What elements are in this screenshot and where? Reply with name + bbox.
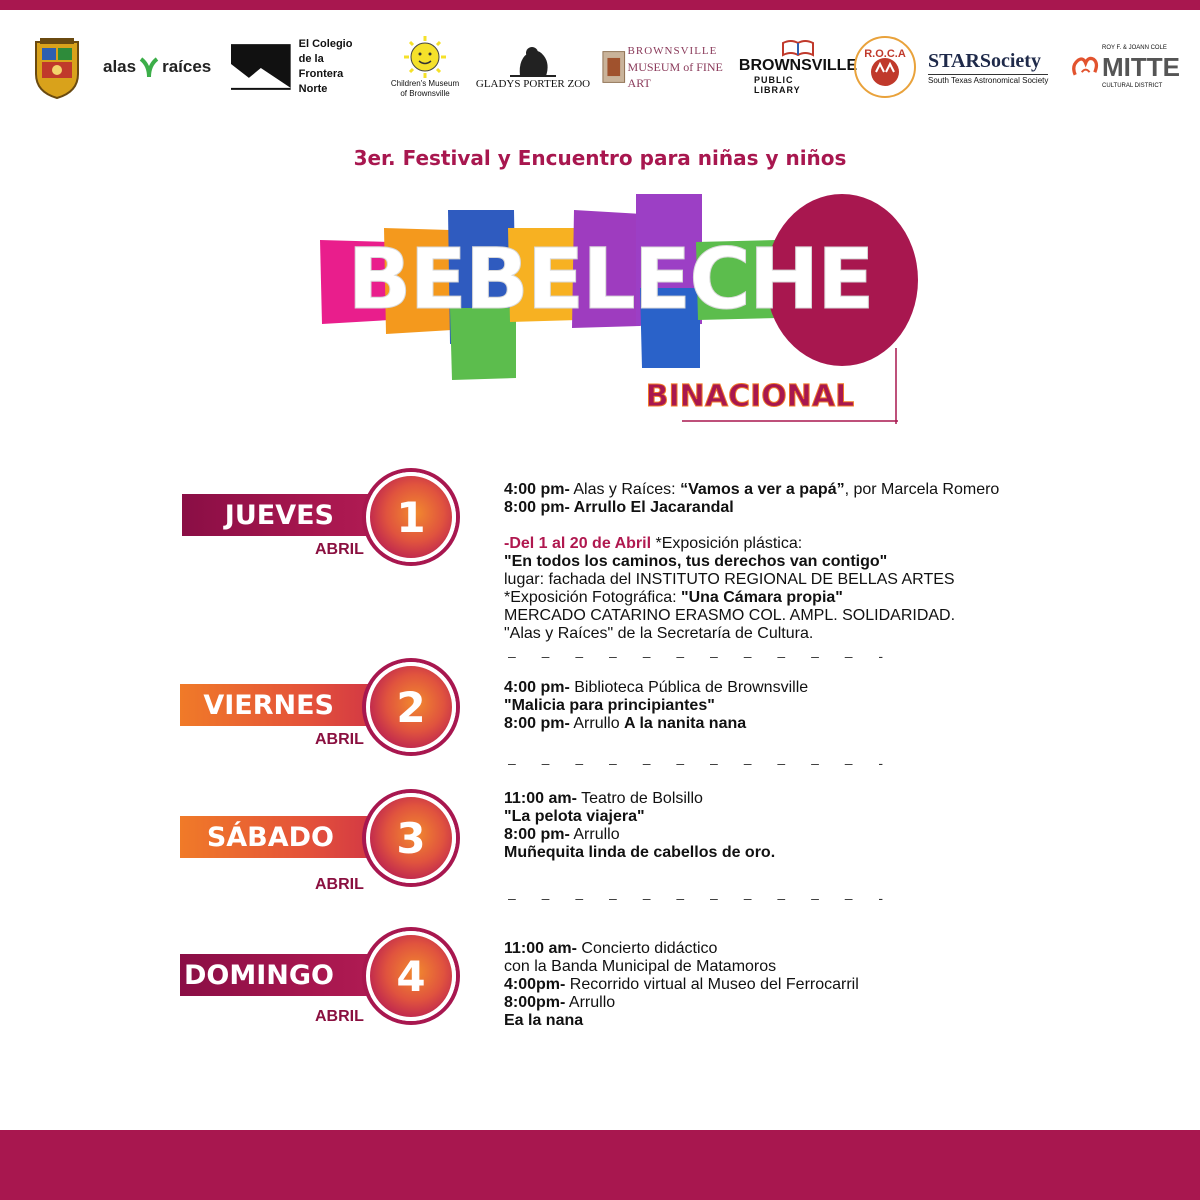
roca-seal-icon	[852, 34, 918, 100]
star-society-name: STARSociety	[928, 49, 1041, 72]
event-line: "La pelota viajera"	[504, 808, 645, 825]
roca-logo	[850, 28, 920, 106]
day-number: 3	[396, 813, 426, 863]
event-text: 8:00 pm-	[504, 826, 570, 843]
event-line	[504, 481, 1084, 499]
mitte-line3: CULTURAL DISTRICT	[1102, 83, 1163, 89]
colegio-line3: Norte	[298, 83, 328, 95]
event-line	[504, 499, 1084, 517]
event-line	[504, 535, 1084, 553]
event-line: "Alas y Raíces" de la Secretaría de Cultura.	[504, 625, 814, 642]
event-text: Alas y Raíces:	[569, 481, 681, 498]
events-day-3	[504, 790, 1084, 862]
event-text: "Una Cámara propia"	[680, 589, 843, 606]
binacional-tagline: BINACIONAL	[645, 379, 855, 414]
event-line: "Malicia para principiantes"	[504, 697, 715, 714]
event-line	[504, 679, 1084, 697]
event-line: lugar: fachada del INSTITUTO REGIONAL DE BELLAS ARTES	[504, 571, 955, 588]
colegio-frontera-logo	[231, 28, 371, 106]
day-number: 2	[396, 682, 426, 732]
event-line: Ea la nana	[504, 1012, 584, 1029]
event-text: Biblioteca Pública de Brownsville	[569, 679, 809, 696]
library-line1: BROWNSVILLE	[738, 57, 858, 74]
event-text: Arrullo	[569, 826, 620, 843]
event-line: "En todos los caminos, tus derechos van contigo"	[504, 553, 888, 570]
star-society-line2: South Texas Astronomical Society	[928, 75, 1049, 85]
day-name: VIERNES	[203, 689, 334, 721]
event-text: Arrullo	[569, 715, 625, 732]
separator-2: – – – – – – – – – – – -	[508, 755, 895, 771]
museum-mark-icon	[602, 49, 626, 85]
bebeleche-wordmark	[310, 188, 930, 433]
event-text: Recorrido virtual al Museo del Ferrocarril	[565, 976, 859, 993]
event-line	[504, 994, 1084, 1012]
day-number-circle	[366, 662, 456, 752]
day-number-circle	[366, 793, 456, 883]
festival-subtitle: 3er. Festival y Encuentro para niñas y niños	[353, 146, 847, 170]
museum-fine-art-logo	[602, 28, 737, 106]
event-line	[504, 940, 1084, 958]
alas-text: alas	[103, 57, 137, 76]
childrens-museum-line1: Children's Museum	[390, 79, 460, 88]
gladys-porter-zoo-logo	[474, 28, 592, 106]
event-text: *Exposición Fotográfica:	[504, 589, 681, 606]
event-text: 4:00pm-	[504, 976, 566, 993]
separator-1: – – – – – – – – – – – -	[508, 648, 895, 664]
event-line	[504, 589, 1084, 607]
event-line	[504, 790, 1084, 808]
event-text: 11:00 am-	[504, 940, 577, 957]
colegio-line1: El Colegio	[298, 38, 353, 50]
book-icon	[781, 39, 815, 57]
event-text: 4:00 pm-	[504, 679, 570, 696]
day-name: DOMINGO	[184, 959, 334, 991]
month-label: ABRIL	[315, 1008, 364, 1025]
event-text: , por Marcela Romero	[844, 481, 1000, 498]
sun-icon	[403, 35, 447, 79]
star-society-logo	[928, 28, 1058, 106]
event-text: A la nanita nana	[624, 715, 747, 732]
bebeleche-title: BEBELECHE	[347, 230, 873, 328]
roca-text: R.O.C.A	[864, 48, 906, 60]
day-number-circle	[366, 931, 456, 1021]
day-name: JUEVES	[224, 499, 334, 531]
brownsville-library-logo	[738, 28, 858, 106]
events-day-1	[504, 481, 1084, 643]
event-text: Teatro de Bolsillo	[576, 790, 703, 807]
event-line: MERCADO CATARINO ERASMO COL. AMPL. SOLIDARIDAD.	[504, 607, 956, 624]
events-day-4	[504, 940, 1084, 1030]
museum-line1: BROWNSVILLE	[627, 45, 718, 57]
leaf-icon	[138, 55, 160, 79]
museum-line2: MUSEUM of FINE ART	[627, 60, 723, 90]
bottom-border	[0, 1130, 1200, 1200]
event-text: 11:00 am-	[504, 790, 577, 807]
separator-3: – – – – – – – – – – – -	[508, 890, 895, 906]
event-text: *Exposición plástica:	[651, 535, 803, 552]
event-text: 4:00 pm-	[504, 481, 570, 498]
event-line: con la Banda Municipal de Matamoros	[504, 958, 777, 975]
event-text: Arrullo El Jacarandal	[569, 499, 734, 516]
day-number-circle	[366, 472, 456, 562]
childrens-museum-line2: of Brownsville	[400, 89, 450, 98]
mitte-mark-icon	[1070, 45, 1100, 89]
mitte-line2: MITTE	[1102, 52, 1180, 82]
day-number: 1	[396, 492, 426, 542]
event-line	[504, 826, 1084, 844]
event-line	[504, 976, 1084, 994]
sponsor-logos	[0, 28, 1200, 108]
event-text: Concierto didáctico	[576, 940, 718, 957]
event-text: 8:00pm-	[504, 994, 566, 1011]
gorilla-icon	[508, 44, 558, 78]
alas-y-raices-logo	[103, 28, 218, 106]
day-name: SÁBADO	[206, 821, 334, 853]
event-text: 8:00 pm-	[504, 499, 570, 516]
events-day-2	[504, 679, 1084, 733]
matamoros-shield-logo	[32, 28, 84, 106]
month-label: ABRIL	[315, 541, 364, 558]
day-number: 4	[396, 951, 426, 1001]
event-line	[504, 715, 1084, 733]
event-text: 8:00 pm-	[504, 715, 570, 732]
colegio-mark-icon	[231, 44, 291, 90]
event-line: Muñequita linda de cabellos de oro.	[504, 844, 776, 861]
mitte-line1: ROY F. & JOANN COLE	[1102, 45, 1167, 51]
event-text: Arrullo	[565, 994, 616, 1011]
month-label: ABRIL	[315, 731, 364, 748]
library-line2: PUBLIC LIBRARY	[754, 75, 801, 95]
event-text: “Vamos a ver a papá”	[680, 481, 845, 498]
top-border	[0, 0, 1200, 10]
mitte-logo	[1070, 28, 1180, 106]
childrens-museum-logo	[383, 28, 467, 106]
month-label: ABRIL	[315, 876, 364, 893]
colegio-line2: de la Frontera	[298, 53, 344, 80]
zoo-name: GLADYS PORTER ZOO	[475, 78, 591, 90]
event-text: -Del 1 al 20 de Abril	[504, 535, 652, 552]
bebeleche-logo	[310, 188, 930, 433]
raices-text: raíces	[162, 57, 212, 76]
